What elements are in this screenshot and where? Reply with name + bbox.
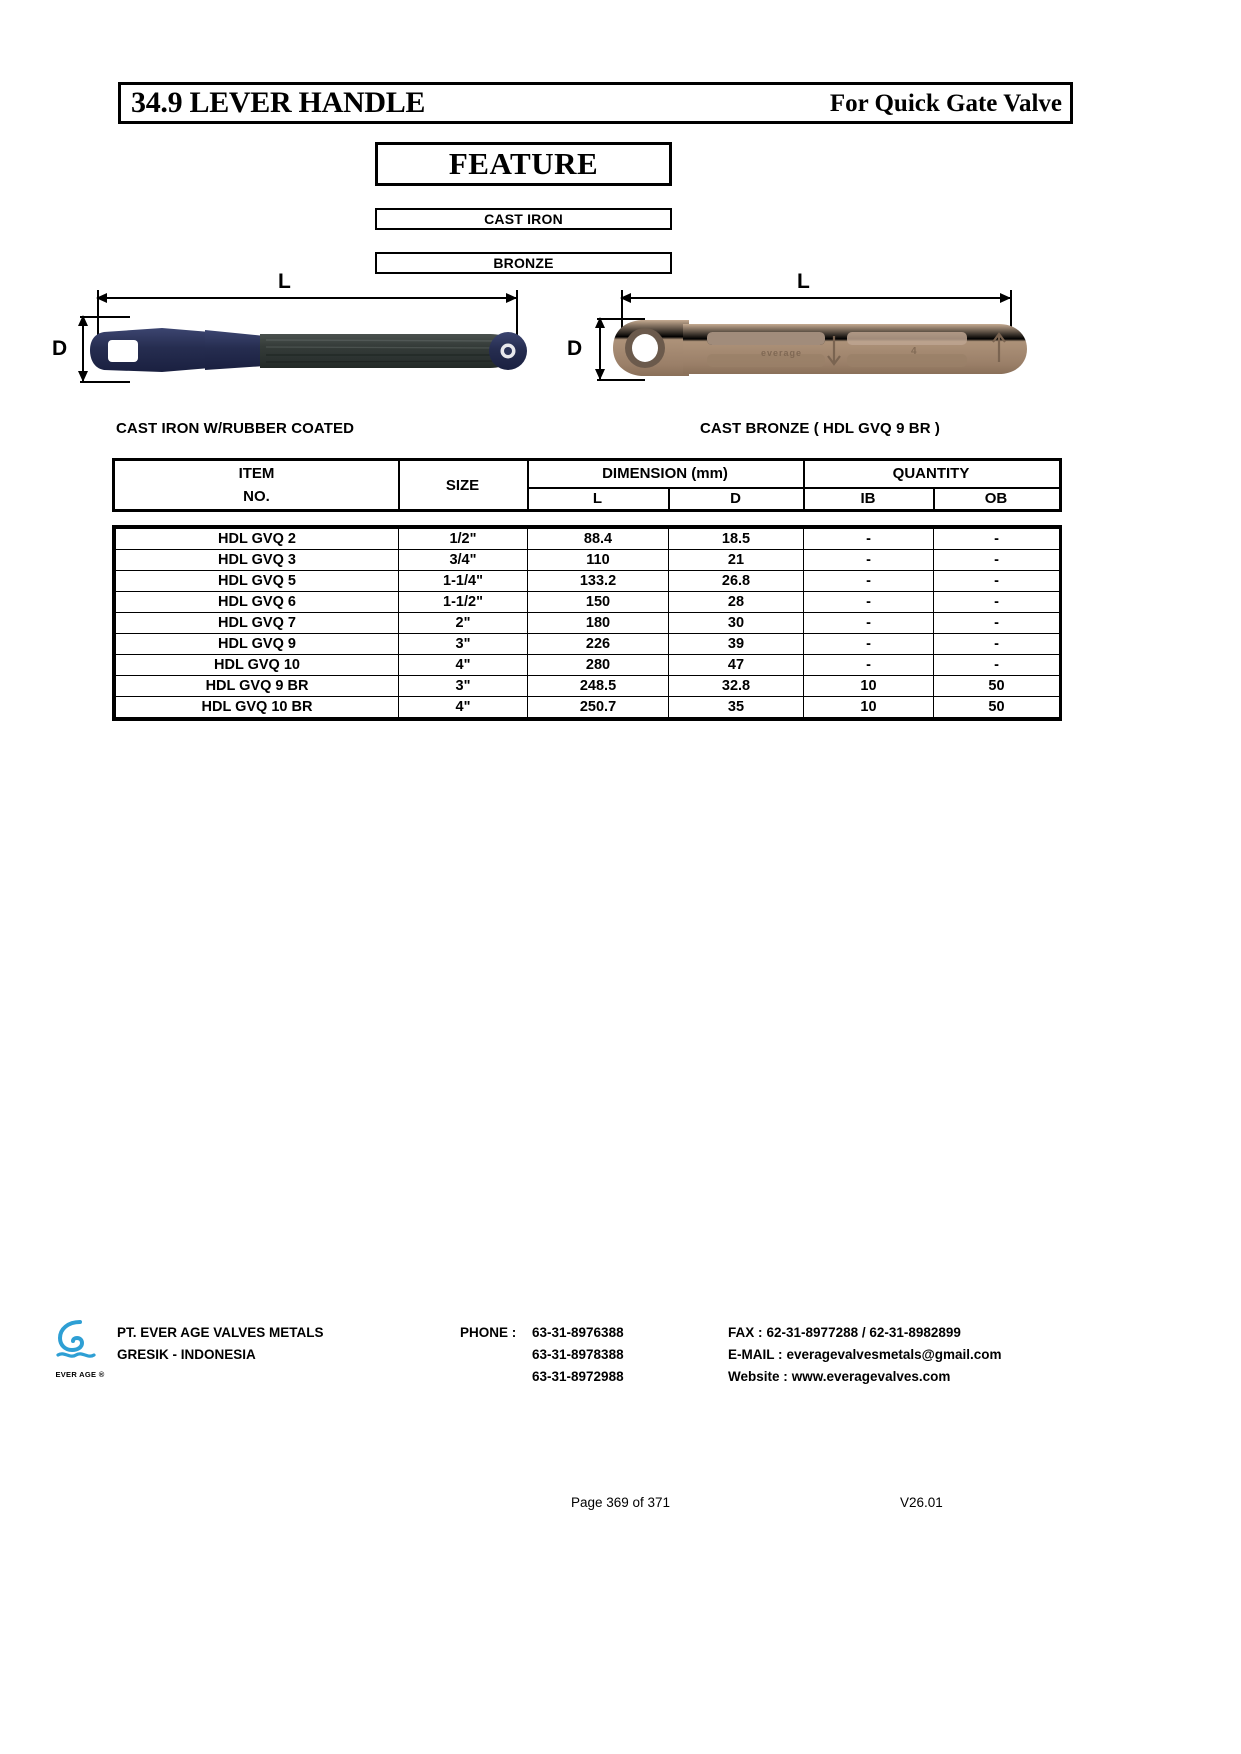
- footer-fax-value: 62-31-8977288 / 62-31-8982899: [766, 1325, 961, 1340]
- cell-quantity-ib: -: [804, 592, 934, 613]
- dimension-label-d-bronze: D: [567, 337, 583, 360]
- cell-quantity-ob: 50: [934, 676, 1060, 697]
- cast-bronze-lever-image: [611, 314, 1031, 386]
- cell-quantity-ob: -: [934, 529, 1060, 550]
- feature-box: [375, 142, 672, 186]
- cell-dimension-d: 30: [669, 613, 804, 634]
- cell-item-no: HDL GVQ 9 BR: [116, 676, 399, 697]
- table-row: [116, 592, 1060, 613]
- cell-dimension-d: 47: [669, 655, 804, 676]
- cell-quantity-ob: -: [934, 634, 1060, 655]
- cell-size: 3": [399, 676, 528, 697]
- cell-dimension-l: 133.2: [528, 571, 669, 592]
- material-label-bronze: BRONZE: [493, 255, 554, 271]
- page-number: Page 369 of 371: [570, 1495, 671, 1510]
- caption-cast-bronze: CAST BRONZE ( HDL GVQ 9 BR ): [700, 420, 941, 437]
- table-row: [116, 655, 1060, 676]
- footer-fax-label: FAX :: [728, 1325, 763, 1340]
- footer-phone-1: 63-31-8976388: [532, 1325, 624, 1340]
- cell-dimension-d: 26.8: [669, 571, 804, 592]
- document-version: V26.01: [900, 1495, 943, 1510]
- header-group-underline-quantity: [803, 487, 1059, 489]
- cell-size: 1/2": [399, 529, 528, 550]
- header-quantity-ob: OB: [984, 490, 1008, 507]
- cell-dimension-d: 39: [669, 634, 804, 655]
- table-row: [116, 529, 1060, 550]
- footer-email-value[interactable]: everagevalvesmetals@gmail.com: [786, 1347, 1002, 1362]
- svg-text:4: 4: [911, 346, 917, 357]
- figure-bronze-lever: [567, 270, 1035, 395]
- footer-company-location: GRESIK - INDONESIA: [117, 1347, 256, 1362]
- cell-quantity-ob: -: [934, 571, 1060, 592]
- cell-dimension-l: 150: [528, 592, 669, 613]
- page-title: 34.9 LEVER HANDLE: [131, 86, 426, 119]
- cell-quantity-ob: 50: [934, 697, 1060, 718]
- cell-size: 1-1/2": [399, 592, 528, 613]
- cell-quantity-ib: -: [804, 529, 934, 550]
- company-logo: [45, 1318, 115, 1380]
- cell-quantity-ib: 10: [804, 676, 934, 697]
- cell-item-no: HDL GVQ 7: [116, 613, 399, 634]
- header-size: SIZE: [445, 477, 480, 494]
- page-subtitle: For Quick Gate Valve: [829, 89, 1062, 117]
- cell-size: 3/4": [399, 550, 528, 571]
- header-group-underline-dimension: [527, 487, 803, 489]
- cell-quantity-ob: -: [934, 550, 1060, 571]
- cell-dimension-l: 110: [528, 550, 669, 571]
- footer-website-value[interactable]: www.everagevalves.com: [791, 1369, 951, 1384]
- specification-table-body: [112, 525, 1062, 721]
- cell-quantity-ib: -: [804, 634, 934, 655]
- header-item-no-line1: ITEM: [238, 465, 275, 482]
- header-quantity-ib: IB: [860, 490, 876, 507]
- cell-dimension-l: 180: [528, 613, 669, 634]
- cell-size: 3": [399, 634, 528, 655]
- cell-quantity-ob: -: [934, 592, 1060, 613]
- material-label-cast-iron: CAST IRON: [484, 211, 563, 227]
- cell-item-no: HDL GVQ 10: [116, 655, 399, 676]
- table-row: [116, 550, 1060, 571]
- cell-item-no: HDL GVQ 10 BR: [116, 697, 399, 718]
- header-dimension-l: L: [592, 490, 603, 507]
- cell-dimension-d: 21: [669, 550, 804, 571]
- cell-dimension-d: 35: [669, 697, 804, 718]
- footer-phone-3: 63-31-8972988: [532, 1369, 624, 1384]
- footer-phone-2: 63-31-8978388: [532, 1347, 624, 1362]
- material-box-cast-iron: [375, 208, 672, 230]
- dimension-label-l-bronze: L: [797, 270, 810, 293]
- ever-age-wave-logo-icon: [50, 1318, 110, 1364]
- cell-dimension-d: 18.5: [669, 529, 804, 550]
- dimension-label-l-iron: L: [278, 270, 291, 293]
- header-dimension-group: DIMENSION (mm): [602, 465, 728, 482]
- cell-quantity-ob: -: [934, 655, 1060, 676]
- cell-dimension-d: 32.8: [669, 676, 804, 697]
- header-quantity-group: QUANTITY: [892, 465, 970, 482]
- cell-item-no: HDL GVQ 5: [116, 571, 399, 592]
- cell-dimension-l: 248.5: [528, 676, 669, 697]
- feature-title: FEATURE: [448, 146, 599, 181]
- cell-dimension-l: 250.7: [528, 697, 669, 718]
- table-row: [116, 571, 1060, 592]
- caption-cast-iron: CAST IRON W/RUBBER COATED: [116, 420, 355, 437]
- footer-company-block: [117, 1322, 324, 1366]
- footer-phone-spacer-2: [460, 1366, 532, 1388]
- cell-dimension-d: 28: [669, 592, 804, 613]
- cell-size: 4": [399, 655, 528, 676]
- logo-caption: EVER AGE ®: [55, 1370, 105, 1379]
- cell-quantity-ib: 10: [804, 697, 934, 718]
- cell-quantity-ib: -: [804, 655, 934, 676]
- dimension-line-l-iron: [97, 297, 517, 299]
- footer-phone-spacer-1: [460, 1344, 532, 1366]
- footer-phone-label: PHONE :: [460, 1325, 517, 1340]
- header-dimension-d: D: [730, 490, 741, 507]
- cell-dimension-l: 280: [528, 655, 669, 676]
- cell-item-no: HDL GVQ 2: [116, 529, 399, 550]
- cell-item-no: HDL GVQ 6: [116, 592, 399, 613]
- cell-size: 1-1/4": [399, 571, 528, 592]
- table-row: [116, 697, 1060, 718]
- table-row: [116, 634, 1060, 655]
- cell-size: 2": [399, 613, 528, 634]
- footer-email-label: E-MAIL :: [728, 1347, 783, 1362]
- dimension-label-d-iron: D: [52, 337, 68, 360]
- cell-quantity-ib: -: [804, 571, 934, 592]
- cell-dimension-l: 226: [528, 634, 669, 655]
- cell-quantity-ib: -: [804, 550, 934, 571]
- dimension-line-l-bronze: [621, 297, 1011, 299]
- page-header-bar: [118, 82, 1073, 124]
- cast-iron-lever-image: [90, 310, 540, 390]
- cell-item-no: HDL GVQ 3: [116, 550, 399, 571]
- cell-item-no: HDL GVQ 9: [116, 634, 399, 655]
- cell-quantity-ib: -: [804, 613, 934, 634]
- header-item-no-line2: NO.: [243, 488, 270, 505]
- footer-phone-block: [460, 1322, 624, 1388]
- specification-table: [115, 528, 1060, 718]
- cell-size: 4": [399, 697, 528, 718]
- table-row: [116, 676, 1060, 697]
- specification-table-header: [112, 458, 1062, 512]
- figure-cast-iron-lever: [52, 270, 550, 395]
- svg-text:everage: everage: [761, 348, 803, 358]
- cell-dimension-l: 88.4: [528, 529, 669, 550]
- footer-website-label: Website :: [728, 1369, 788, 1384]
- footer-contact-block: [728, 1322, 1002, 1388]
- cell-quantity-ob: -: [934, 613, 1060, 634]
- footer-company-name: PT. EVER AGE VALVES METALS: [117, 1325, 324, 1340]
- table-row: [116, 613, 1060, 634]
